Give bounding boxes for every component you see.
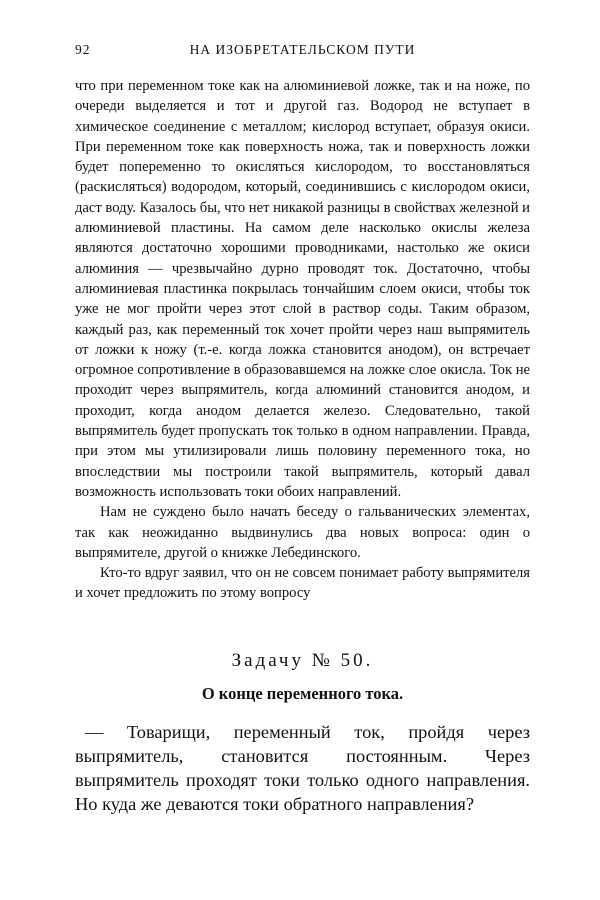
page-number: 92 bbox=[75, 42, 91, 57]
body-text bbox=[75, 76, 530, 604]
paragraph-someone-declared: Кто-то вдруг заявил, что он не совсем понимает работу выпрямителя и хочет предложить по этому вопросу bbox=[75, 565, 530, 602]
paragraph-rectifier-explanation: что при переменном токе как на алюминиевой ложке, так и на ноже, по очереди выделяется и тот и другой газ. Водород не вступает в химическое соединение с металлом; кислород вступает, образуя окиси. При переменном токе как поверхность ножа, так и поверхность ложки будет попеременно то окисляться кислородом, то восстановляться (раскисляться) водородом, который, соединившись с кислородом окиси, даст воду. Казалось бы, что нет никакой разницы в свойствах железной и алюминиевой пластины. На самом деле насколько окислы железа являются достаточно хорошими проводниками, настолько же окиси алюминия — чрезвычайно дурно проводят ток. Достаточно, чтобы алюминиевая пластинка покрылась тончайшим слоем окиси, чтобы ток уже не мог пройти через этот слой в раствор соды. Таким образом, каждый раз, как переменный ток хочет пройти через наш выпрямитель от ложки к ножу (т.-е. когда ложка становится анодом), он встречает огромное сопротивление в образовавшемся на ложке слое окисла. Ток не проходит через выпрямитель, когда алюминий становится анодом, и проходит, когда анодом делается железо. Следовательно, такой выпрямитель будет пропускать ток только в одном направлении. Правда, при этом мы утилизировали лишь половину переменного тока, но впоследствии мы построили такой выпрямитель, который давал возможность использовать токи обоих направлений. bbox=[75, 78, 530, 500]
paragraph-new-questions: Нам не суждено было начать беседу о гальванических элементах, так как неожиданно выдвинулись два новых вопроса: один о выпрямителе, другой о книжке Лебединского. bbox=[75, 504, 530, 561]
page-header bbox=[75, 42, 530, 62]
running-title: НА ИЗОБРЕТАТЕЛЬСКОМ ПУТИ bbox=[189, 42, 416, 57]
problem-text: — Товарищи, переменный ток, пройдя через выпрямитель, становится постоянным. Через выпрямитель проходят токи только одного направления. Но куда же деваются токи обратного направления? bbox=[75, 722, 530, 814]
problem-subheading: О конце переменного тока. bbox=[201, 684, 404, 703]
problem-heading: Задачу № 50. bbox=[231, 650, 374, 671]
